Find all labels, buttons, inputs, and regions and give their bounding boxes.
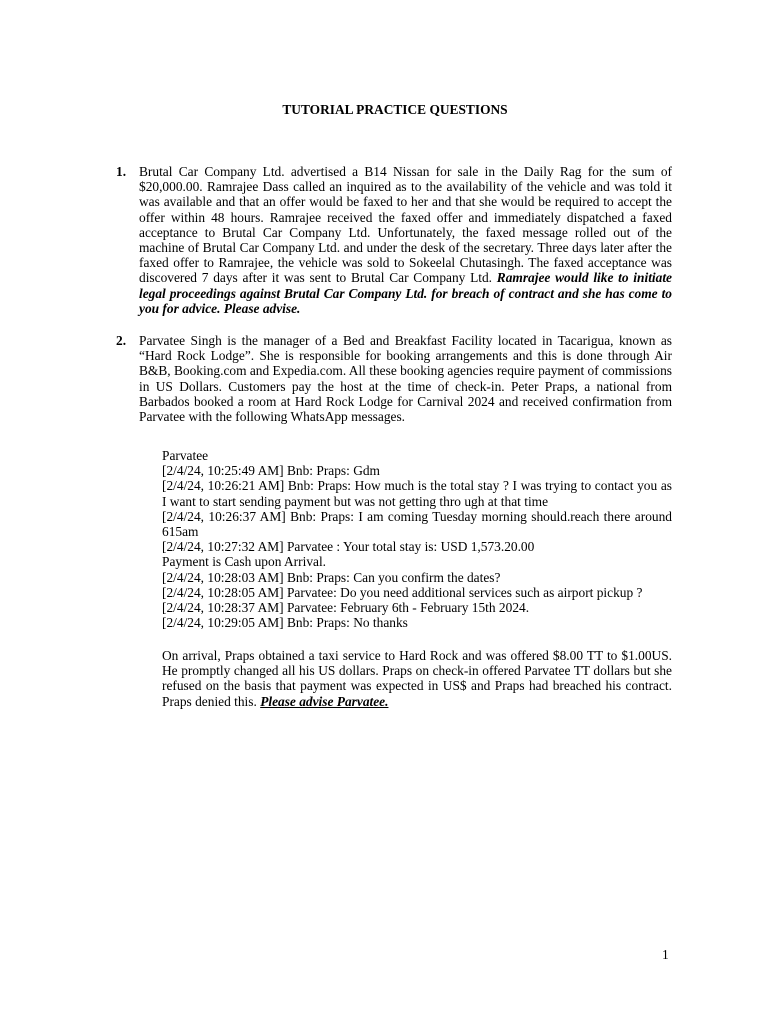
chat-line: Payment is Cash upon Arrival. [162,554,327,570]
chat-line: [2/4/24, 10:25:49 AM] Bnb: Praps: Gdm [162,463,380,479]
question-1-text: Brutal Car Company Ltd. advertised a B14 Nissan for sale in the Daily Rag for the sum of $20,000.00. Ramrajee Dass called an inquired as to the availability of the vehicle and was told it was available and that an offer would be faxed to her and that she would be required to accept the offer within 48 hours. Ramrajee received the faxed offer and immediately dispatched a faxed acceptance to Brutal Car Company Ltd. Unfortunately, the faxed message rolled out of the machine of Brutal Car Company Ltd. and under the desk of the secretary. Three days later after the faxed offer to Ramrajee, the vehicle was sold to Sokeelal Chutasingh. The faxed acceptance was discovered 7 days after it was sent to Brutal Car Company Ltd. [139,164,672,286]
question-2-arrival-text: On arrival, Praps obtained a taxi service to Hard Rock and was offered $8.00 TT to $1.00US. He promptly changed all his US dollars. Praps on check-in offered Parvatee TT dollars but she refused on the basis that payment was expected in US$ and Praps had breached his contract. Praps denied this. [162,648,672,709]
question-2-arrival-paragraph [162,648,672,709]
chat-line: [2/4/24, 10:26:37 AM] Bnb: Praps: I am coming Tuesday morning should.reach there around 615am [162,508,672,540]
page-title: TUTORIAL PRACTICE QUESTIONS [282,102,508,117]
question-2-number: 2. [116,333,127,348]
chat-line: [2/4/24, 10:28:05 AM] Parvatee: Do you need additional services such as airport pickup ? [162,584,643,600]
chat-line: [2/4/24, 10:26:21 AM] Bnb: Praps: How much is the total stay ? I was trying to contact you as I want to start sending payment but was not getting thro ugh at that time [162,478,672,509]
question-2-text: Parvatee Singh is the manager of a Bed and Breakfast Facility located in Tacarigua, known as “Hard Rock Lodge”. She is responsible for booking arrangements and this is done through Air B&B, Booking.com and Expedia.com. All these booking agencies require payment of commissions in US Dollars. Customers pay the host at the time of check-in. Peter Praps, a national from Barbados booked a room at Hard Rock Lodge for Carnival 2024 and received confirmation from Parvatee with the following WhatsApp messages. [139,333,672,425]
question-2-instruction: Please advise Parvatee. [260,693,389,709]
chat-line: [2/4/24, 10:28:37 AM] Parvatee: February 6th - February 15th 2024. [162,600,530,616]
question-1-instruction: Ramrajee would like to initiate legal proceedings against Brutal Car Company Ltd. for breach of contract and she has come to you for advice. Please advise. [139,270,672,316]
chat-line: [2/4/24, 10:27:32 AM] Parvatee : Your total stay is: USD 1,573.20.00 [162,539,535,555]
page-number: 1 [662,947,669,962]
chat-line: [2/4/24, 10:28:03 AM] Bnb: Praps: Can you confirm the dates? [162,569,501,585]
question-1-body [139,164,672,316]
question-1-number: 1. [116,164,127,179]
whatsapp-messages [162,448,672,630]
chat-line: Parvatee [162,448,209,463]
chat-line: [2/4/24, 10:29:05 AM] Bnb: Praps: No thanks [162,615,408,631]
